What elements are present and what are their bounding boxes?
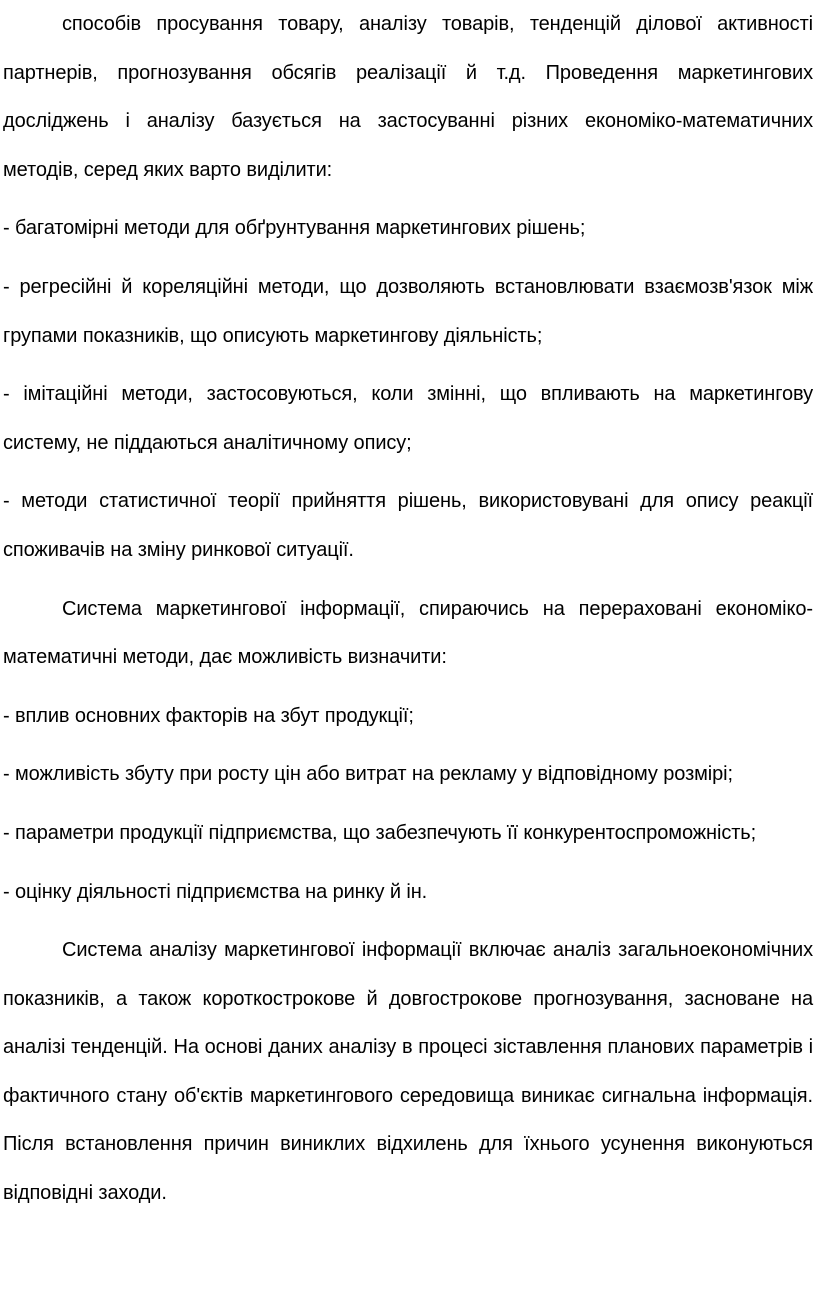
paragraph-analysis-system: Система аналізу маркетингової інформації включає аналіз загальноекономічних показників, а також короткострокове й довгострокове прогнозування, засноване на аналізі тенденцій. На основі даних аналізу в процесі зіставлення планових параметрів і фактичного стану об'єктів маркетингового середовища виникає сигнальна інформація. Після встановлення причин виниклих відхилень для їхнього усунення виконуються відповідні заходи. [3,939,813,1205]
list-item-multidimensional-methods: - багатомірні методи для обґрунтування маркетингових рішень; [3,217,586,240]
list-item-product-parameters: - параметри продукції підприємства, що забезпечують її конкурентоспроможність; [3,821,757,844]
list-item-simulation-methods: - імітаційні методи, застосовуються, коли змінні, що впливають на маркетингову систему, не піддаються аналітичному опису; [3,383,813,454]
list-item-market-evaluation: - оцінку діяльності підприємства на ринку й ін. [3,880,428,903]
paragraph-information-system: Система маркетингової інформації, спираючись на перераховані економіко-математичні методи, дає можливість визначити: [3,597,813,669]
list-item-decision-theory-methods: - методи статистичної теорії прийняття рішень, використовувані для опису реакції споживачів на зміну ринкової ситуації. [3,490,813,561]
list-item-sales-possibility: - можливість збуту при росту цін або витрат на рекламу у відповідному розмірі; [3,763,733,786]
paragraph-methods-intro: способів просування товару, аналізу товарів, тенденцій ділової активності партнерів, прогнозування обсягів реалізації й т.д. Проведення маркетингових досліджень і аналізу базується на застосуванні різних економіко-математичних методів, серед яких варто виділити: [3,13,813,181]
list-item-factors-influence: - вплив основних факторів на збут продукції; [3,704,414,727]
list-item-regression-methods: - регресійні й кореляційні методи, що дозволяють встановлювати взаємозв'язок між групами показників, що описують маркетингову діяльність; [3,275,813,347]
